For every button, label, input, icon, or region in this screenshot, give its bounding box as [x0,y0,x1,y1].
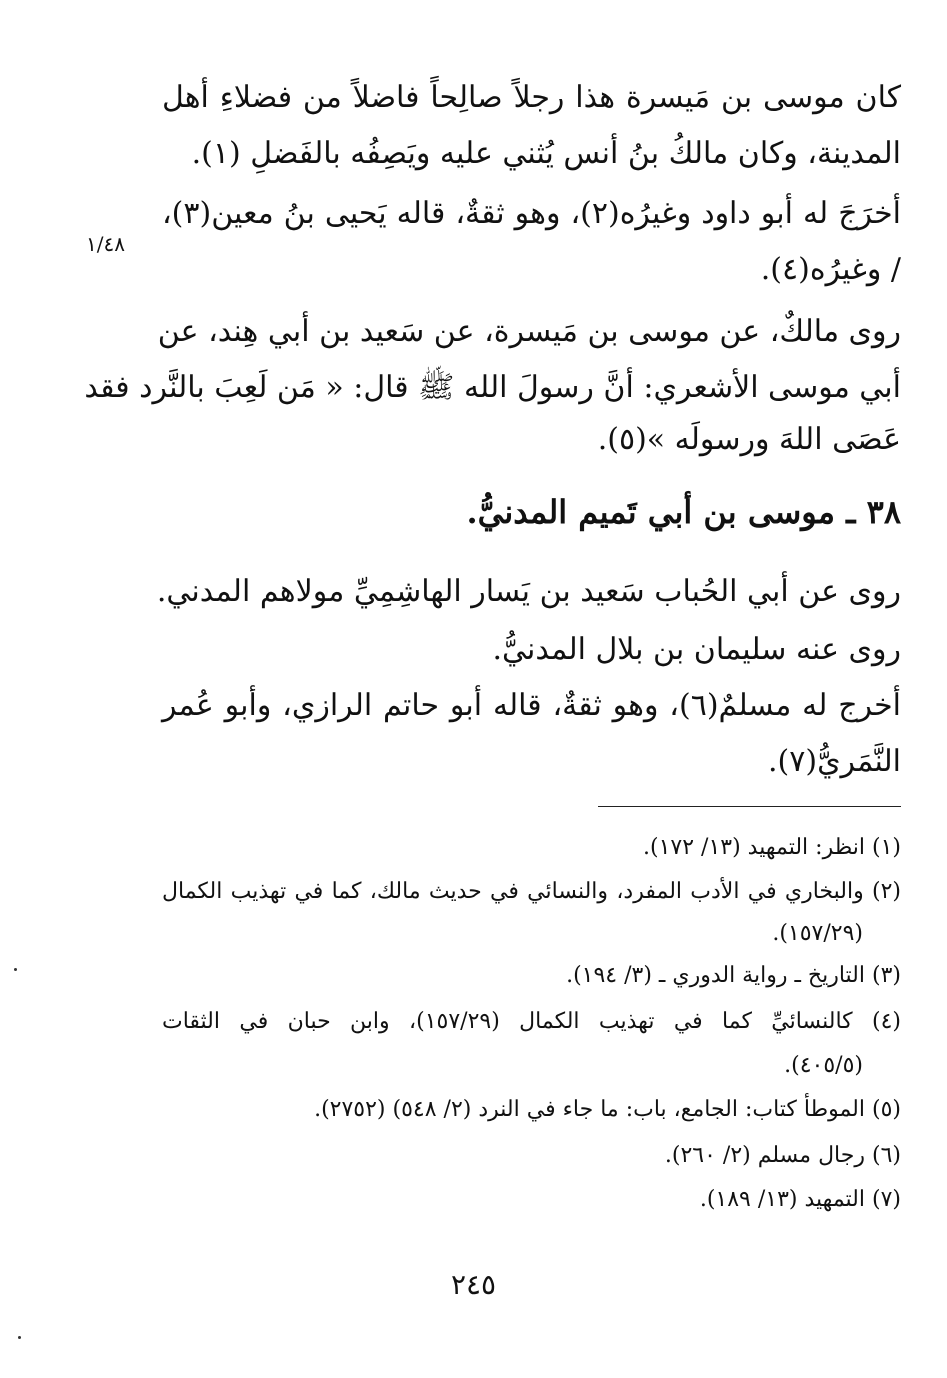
scan-speck [18,1336,21,1339]
footnote-separator [598,806,901,807]
footnote-4-line-2: (٤٠٥/٥). [784,1053,863,1078]
paragraph-2-line-2: / وغيرُه(٤). [760,252,901,287]
paragraph-5: روى عنه سليمان بن بلال المدنيُّ. [492,632,901,667]
footnote-3: (٣) التاريخ ـ رواية الدوري ـ (٣/ ١٩٤). [566,963,901,988]
paragraph-4: روى عن أبي الحُباب سَعيد بن يَسار الهاشِمِيِّ مولاهم المدني. [156,574,901,609]
paragraph-3-line-3: عَصَى اللهَ ورسولَه »(٥). [597,422,901,457]
footnote-1: (١) انظر: التمهيد (١٣/ ١٧٢). [643,835,901,860]
entry-heading: ٣٨ ـ موسى بن أبي تَميم المدنيُّ. [466,493,901,531]
footnote-6: (٦) رجال مسلم (٢/ ٢٦٠). [664,1143,901,1168]
page-number: ٢٤٥ [450,1268,497,1301]
paragraph-2-line-1: أخرَجَ له أبو داود وغيرُه(٢)، وهو ثقةٌ، قاله يَحيى بنُ معين(٣)، [162,196,901,231]
scan-speck [14,968,17,971]
footnote-4-line-1: (٤) كالنسائيِّ كما في تهذيب الكمال (١٥٧/٢٩)، وابن حبان في الثقات [162,1009,901,1034]
footnote-7: (٧) التمهيد (١٣/ ١٨٩). [699,1187,901,1212]
paragraph-1-line-1: كان موسى بن مَيسرة هذا رجلاً صالِحاً فاضلاً من فضلاءِ أهل [162,80,901,115]
margin-reference: ١/٤٨ [86,232,125,256]
paragraph-3-line-2: أبي موسى الأشعري: أنَّ رسولَ الله ﷺ قال: « مَن لَعِبَ بالنَّرد فقد [84,370,901,405]
footnote-5: (٥) الموطأ كتاب: الجامع، باب: ما جاء في النرد (٢/ ٥٤٨) (٢٧٥٢). [314,1097,901,1122]
paragraph-3-line-1: روى مالكٌ، عن موسى بن مَيسرة، عن سَعيد بن أبي هِند، عن [157,314,901,349]
footnote-2-line-1: (٢) والبخاري في الأدب المفرد، والنسائي في حديث مالك، كما في تهذيب الكمال [162,879,901,904]
paragraph-6-line-2: النَّمَريُّ(٧). [768,744,901,779]
paragraph-6-line-1: أخرج له مسلمٌ(٦)، وهو ثقةٌ، قاله أبو حاتم الرازي، وأبو عُمر [162,688,901,723]
footnote-2-line-2: (١٥٧/٢٩). [772,921,863,946]
paragraph-1-line-2: المدينة، وكان مالكُ بنُ أنس يُثني عليه ويَصِفُه بالفَضلِ (١). [191,136,901,171]
